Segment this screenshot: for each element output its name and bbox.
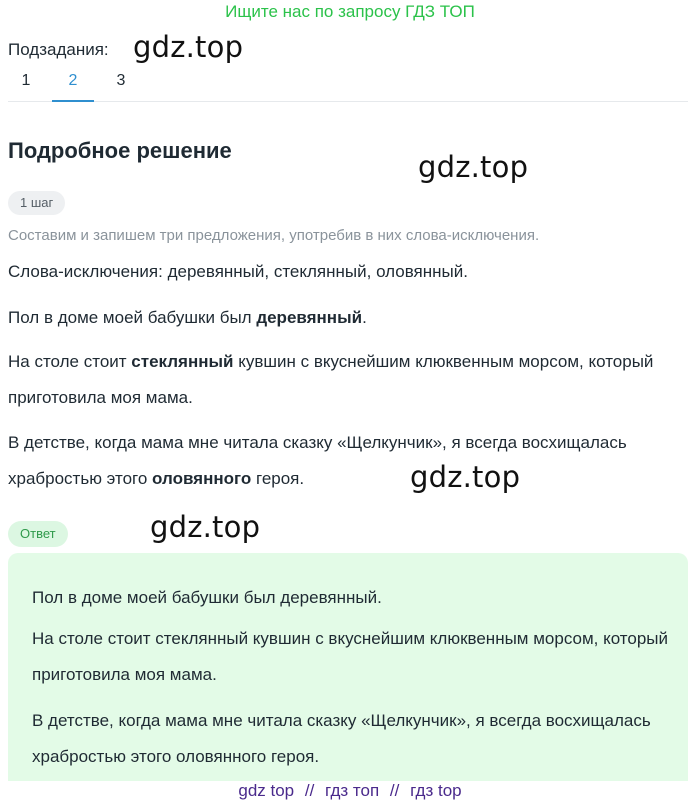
subtask-tabs [8,64,688,102]
answer-line: В детстве, когда мама мне читала сказку «Щелкунчик», я всегда восхищалась храбростью этого оловянного героя. [32,711,651,766]
text: Пол в доме моей бабушки был [8,308,257,327]
bold-word: оловянного [152,469,252,488]
answer-box [8,553,688,781]
text: кувшин с вкуснейшим клюквенным морсом, который приготовила моя мама. [8,352,654,407]
footer-link[interactable]: гдз топ [325,781,380,800]
answer-badge: Ответ [8,521,68,547]
watermark: gdz.top [418,150,529,184]
section-title: Подробное решение [8,138,232,163]
promo-banner: Ищите нас по запросу ГДЗ ТОП [225,2,475,21]
solution-paragraph: Слова-исключения: деревянный, стеклянный, оловянный. [8,262,468,281]
tab-subtask-1[interactable]: 1 [21,72,31,89]
text: В детстве, когда мама мне читала сказку «Щелкунчик», я всегда восхищалась храбростью этого [8,433,627,488]
watermark: gdz.top [133,30,244,64]
text: героя. [251,469,305,488]
subtasks-label: Подзадания: [8,40,109,59]
footer-separator: // [389,781,400,800]
footer-link[interactable]: гдз top [410,781,462,800]
solution-paragraph [8,344,688,416]
answer-line: На столе стоит стеклянный кувшин с вкуснейшим клюквенным морсом, который приготовила моя мама. [32,629,669,684]
bold-word: стеклянный [131,352,234,371]
tab-subtask-3[interactable]: 3 [116,72,126,89]
solution-paragraph [8,300,688,336]
footer-links [0,781,700,801]
bold-word: деревянный [256,308,363,327]
watermark: gdz.top [150,510,261,544]
footer-separator: // [304,781,315,800]
footer-link[interactable]: gdz top [238,781,295,800]
tab-subtask-2-active[interactable]: 2 [52,72,94,102]
step-badge: 1 шаг [8,191,65,215]
text: На столе стоит [8,352,132,371]
solution-paragraph [8,425,688,497]
answer-line: Пол в доме моей бабушки был деревянный. [32,588,382,607]
watermark: gdz.top [410,460,521,494]
step-hint: Составим и запишем три предложения, употребив в них слова-исключения. [8,227,540,244]
text: . [362,308,367,327]
